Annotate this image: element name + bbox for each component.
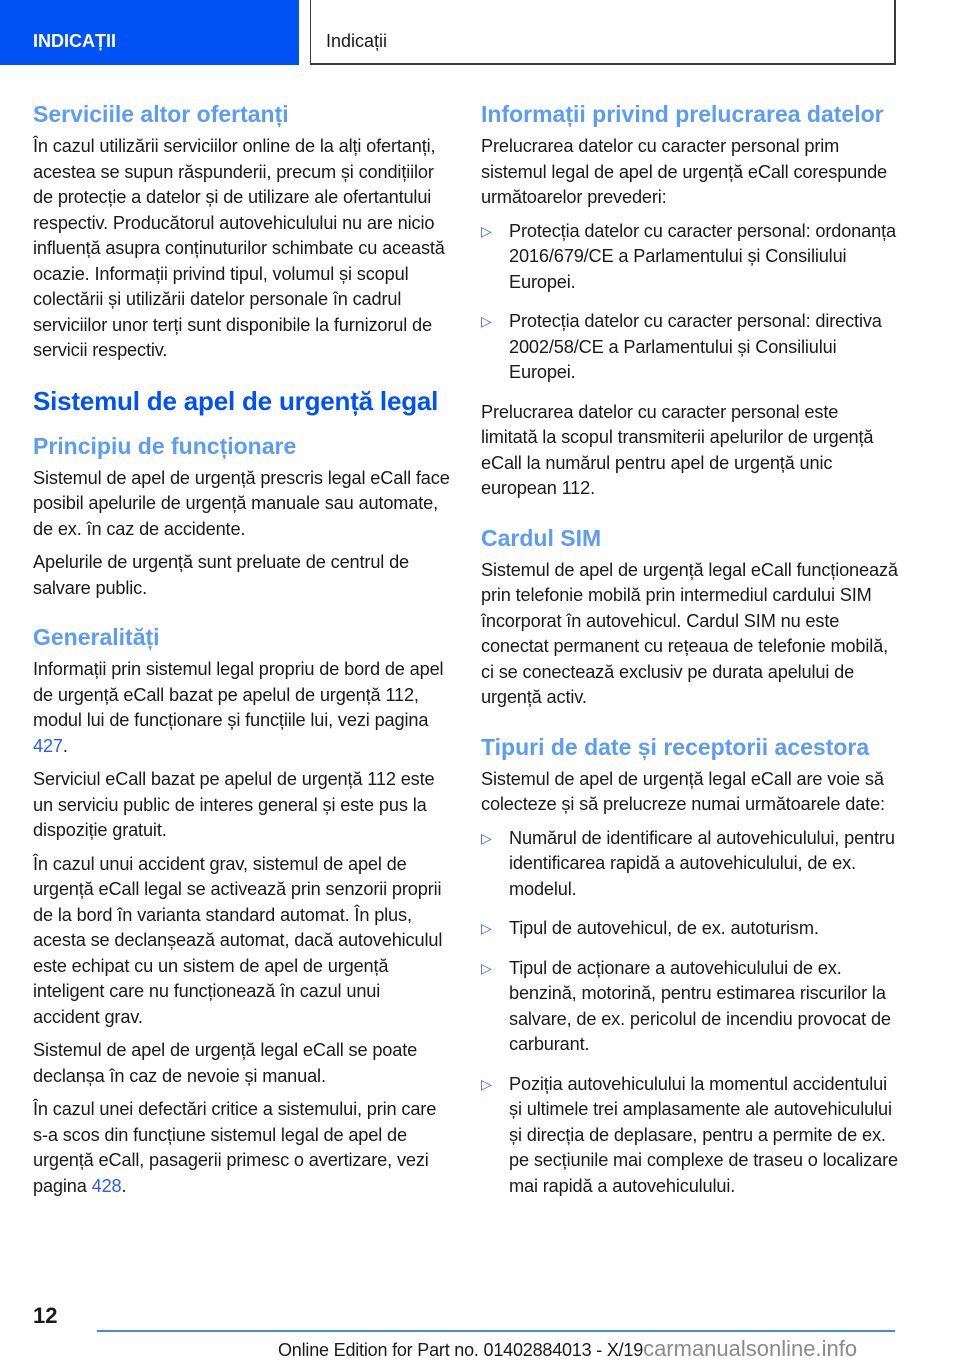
left-column: [33, 100, 451, 1207]
heading-emergency-call-system: Sistemul de apel de urgență legal: [33, 385, 439, 416]
right-column: [481, 100, 899, 1213]
paragraph-text: .: [121, 1175, 127, 1196]
heading-sim-card: Cardul SIM: [481, 524, 602, 551]
bullet-triangle-icon: ▷: [481, 313, 492, 329]
list-item-text: Protecția datelor cu caracter personal: directiva 2002/58/CE a Parlamentului și Consiliului Europei.: [509, 311, 882, 382]
bullet-triangle-icon: ▷: [481, 829, 492, 846]
paragraph: În cazul unui accident grav, sistemul de apel de urgență eCall legal se activează prin senzorii proprii de la bord în varianta standard automat. În plus, acesta se declanșează automat, dacă autovehiculul este echipat cu un sistem de apel de urgență inteligent care nu funcționează în cazul unui accident grav.: [33, 853, 443, 1027]
list-item: [481, 826, 899, 903]
paragraph-text: În cazul unei defectări critice a sistemului, prin care s-a scos din funcțiune sistemul legal de apel de urgență eCall, pasagerii primesc o avertizare, vezi pagina: [33, 1099, 437, 1196]
edition-text: Online Edition for Part no. 01402884013 - X/19: [278, 1340, 644, 1360]
section-tab: [0, 0, 299, 65]
section-title-box: [310, 0, 896, 65]
paragraph: Apelurile de urgență sunt preluate de centrul de salvare public.: [33, 552, 410, 598]
list-item: [481, 1072, 899, 1200]
list-item-text: Tipul de autovehicul, de ex. autoturism.: [509, 918, 819, 938]
paragraph: Sistemul de apel de urgență legal eCall are voie să colecteze și să prelucreze numai următoarele date:: [481, 768, 885, 814]
heading-data-processing: Informații privind prelucrarea datelor: [481, 101, 884, 127]
list-item-text: Poziția autovehiculului la momentul accidentului și ultimele trei amplasamente ale autovehiculului și direcția de deplasare, pentru a permite de ex. pe secțiunile mai complexe de traseu o localizare mai rapidă a autovehiculului.: [509, 1073, 898, 1196]
paragraph: Sistemul de apel de urgență legal eCall se poate declanșa în caz de nevoie și manual.: [33, 1040, 418, 1086]
page-link-428[interactable]: 428: [91, 1175, 122, 1196]
list-item-text: Protecția datelor cu caracter personal: ordonanța 2016/679/CE a Parlamentului și Consiliului Europei.: [509, 220, 896, 292]
bullet-triangle-icon: ▷: [481, 222, 492, 239]
section-tab-label: INDICAȚII: [33, 31, 116, 51]
paragraph: [33, 1097, 451, 1199]
page-link-427[interactable]: 427: [33, 735, 63, 756]
list-item-text: Tipul de acționare a autovehiculului de ex. benzină, motorină, pentru estimarea riscurilor la salvare, de ex. pericolul de incendiu provocat de carburant.: [509, 957, 891, 1054]
list-item: [481, 956, 899, 1058]
list-item: [481, 309, 899, 386]
paragraph: Prelucrarea datelor cu caracter personal este limitată la scopul transmiterii apelurilor de urgență eCall la numărul pentru apel de urgență unic european 112.: [481, 401, 874, 498]
heading-general: Generalități: [33, 624, 160, 650]
paragraph: În cazul utilizării serviciilor online de la alți ofertanți, acestea se supun răspunderii, precum și condițiilor de protecție a datelor și de utilizare ale ofertantului respectiv. Producătorul autovehiculului nu are nicio influență asupra conținuturilor schimbate cu această ocazie. Informații privind tipul, volumul și scopul colectării și utilizării datelor personale în cadrul serviciilor unor terți sunt disponibile la furnizorul de servicii respectiv.: [33, 136, 445, 360]
bullet-triangle-icon: ▷: [481, 920, 492, 936]
paragraph-text: .: [62, 735, 68, 756]
paragraph: Prelucrarea datelor cu caracter personal prim sistemul legal de apel de urgență eCall corespunde următoarelor prevederi:: [481, 136, 888, 207]
footer-edition: [278, 1336, 857, 1362]
heading-operating-principle: Principiu de funcționare: [33, 432, 297, 459]
paragraph: Serviciul eCall bazat pe apelul de urgență 112 este un serviciu public de interes general și este pus la dispoziție gratuit.: [33, 769, 435, 840]
list-item-text: Numărul de identificare al autovehiculului, pentru identificarea rapidă a autovehiculului, de ex. modelul.: [509, 827, 895, 899]
bullet-triangle-icon: ▷: [481, 959, 492, 976]
regulations-list: [481, 219, 899, 386]
list-item: [481, 219, 899, 296]
page-number: 12: [33, 1303, 58, 1328]
paragraph: Sistemul de apel de urgență prescris legal eCall face posibil apelurile de urgență manuale sau automate, de ex. în caz de accidente.: [33, 467, 450, 539]
paragraph-text: Informații prin sistemul legal propriu de bord de apel de urgență eCall bazat pe apelul de urgență 112, modul lui de funcționare și funcțiile lui, vezi pagina: [33, 659, 444, 730]
heading-other-providers: Serviciile altor ofertanți: [33, 101, 289, 127]
list-item: [481, 916, 899, 942]
footer-divider: [97, 1330, 895, 1332]
paragraph: Sistemul de apel de urgență legal eCall funcționează prin telefonie mobilă prin intermediul cardului SIM încorporat în autovehicul. Cardul SIM nu este conectat permanent cu rețeaua de telefonie mobilă, ci se conectează exclusiv pe durata apelului de urgență activ.: [481, 559, 898, 707]
bullet-triangle-icon: ▷: [481, 1075, 492, 1092]
heading-data-types: Tipuri de date și receptorii acestora: [481, 733, 870, 760]
data-types-list: [481, 826, 899, 1200]
watermark: carmanualsonline.info: [643, 1336, 858, 1361]
section-title: Indicații: [326, 31, 388, 51]
paragraph: [33, 657, 451, 759]
